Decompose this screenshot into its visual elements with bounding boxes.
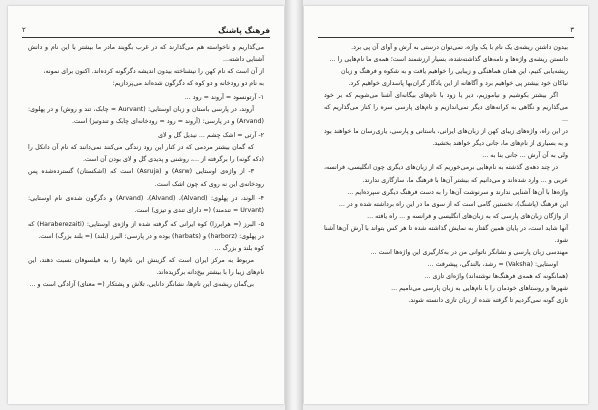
paragraph: این فرهنگ (پاشنگ)، نخستین گامی است که از سوی ما در این راه برداشته شده و در ... bbox=[338, 200, 568, 208]
paragraph: تازی گونه نمی‌گردیم تا گرفته شده از زبان تازی دانسته شوند. bbox=[408, 296, 568, 304]
paragraph: اوستایی: (Vaksha) = رشد، بالندگی، پیشرفت ... bbox=[427, 260, 558, 268]
right-page-body bbox=[324, 42, 568, 394]
paragraph: آنها شاید است، در پایان همین گفتار به نمایش گذاشته شده تا هر کس بتواند با آرش آن‌ها آشنا شود. bbox=[324, 224, 568, 244]
paragraph: دانستن ریشه‌ی واژه‌ها و نامه‌های گذاشته‌شده، بسیار ارزشمند است؛ همه‌ی ما نام‌هایی را ... bbox=[329, 56, 568, 64]
paragraph: می‌گذاریم و ناخواسته هم می‌گذارند که در غرب بگویند مادر ما بیشتر با این نام و دانش آشنایی داشته... bbox=[28, 44, 264, 64]
paragraph: ولی به آن آرش ... جانی بنا به ... bbox=[482, 152, 568, 160]
list-item: ۲- آرتی = اشک چشم ... نیدیل گل و لای bbox=[158, 132, 264, 140]
paragraph: در چند دهه‌ی گذشته به نام‌هایی برمی‌خوریم که از زبان‌های دیگری چون انگلیسی، فرانسه، عربی و ... وارد شده‌اند و می‌دانیم که بیشتر آن‌ها با فرهنگ ما، سازگاری ندارند. bbox=[324, 164, 568, 184]
paragraph: آروند، در پارسی باستان و زبان اوستایی: (Aurvant = چابک، تند و روش) و در پهلوی: (Arvand) و در پارسی: (آروند = رود = رودخانه‌ای چابک و تندوتیز) است. bbox=[28, 106, 264, 126]
paragraph: کوه بلند و بزرگ ... bbox=[214, 244, 264, 252]
left-page-header bbox=[22, 24, 270, 36]
left-page-body bbox=[28, 42, 264, 394]
paragraph: که گمان بیشتر مردمی که در کنار این رود زندگی می‌کنند نمی‌دانند که نام آن دانکل را (دکه گونه) را برگرفته از ...، روشنی و پدیدی گل و لای بودن آن است. bbox=[28, 144, 264, 164]
list-item: ۱- آرتونسود = آروند = رود ... bbox=[184, 94, 264, 102]
paragraph: واژه‌ها با آن‌ها آشنایی ندارند و سرنوشت آن‌ها را به دست فرهنگ دیگری سپرده‌ایم ... bbox=[347, 188, 568, 196]
paragraph: شهرها و روستاهای خودمان را با نام‌هایی به زبان پارسی می‌نامیم ... bbox=[391, 284, 568, 292]
left-page bbox=[8, 6, 284, 404]
book-gutter bbox=[285, 0, 303, 410]
paragraph: بی‌گمان ریشه‌ی این نام‌ها، نشانگر دانایی، تلاش و پشتکار (= معنای) آزادگی است و ... bbox=[29, 280, 254, 288]
header-rule bbox=[22, 37, 270, 38]
paragraph: مهندسی زبان پارسی و نشانگر ناتوانی من در به‌کارگیری این واژه‌ها است ... bbox=[370, 248, 568, 256]
running-title: فرهنگ پاشنگ bbox=[218, 25, 270, 35]
page-number: ۳ bbox=[570, 26, 574, 34]
paragraph: نیاکان خود بیشتر پی خواهیم برد و آگاهانه از این یادگار گران‌بها پاسداری خواهیم کرد. bbox=[348, 80, 568, 88]
paragraph: (همانگونه که همه‌ی فرهنگ‌ها نوشته‌اند) واژه‌ای تازی ... bbox=[424, 272, 568, 280]
list-item: ۵- البرز (= هرابرزا) کوه ایرانی که گرفته شده از واژه‌ی اوستایی: (Haraberezaiti) که در پهلوی: (harborz) و (harbats) بوده و در پارسی: البرز (بلند) (= بلند بزرگ) است. bbox=[28, 220, 264, 240]
paragraph: به نام دو رودخانه و دو کوه که دگرگون شده‌اند می‌پردازیم: bbox=[112, 80, 264, 88]
right-page bbox=[304, 6, 588, 404]
list-item: ۴- الوند، در پهلوی: (Alvand)، (Alvand)، (Arvand) و دگرگون شده‌ی نام اوستایی: (Urvant = تندمند) (= دارای تندی و تیزی) است. bbox=[28, 194, 265, 214]
page-number: ۲ bbox=[22, 26, 26, 34]
paragraph: بیدون داشتن ریشه‌ی یک نام با یک واژه، نمی‌توان درستی به آرش و آوای آن پی برد. bbox=[351, 44, 568, 51]
header-rule bbox=[318, 37, 574, 38]
paragraph: ۳- از واژه‌ی اوستایی (Asrw) و (Asruja) است که (اشکستان) گسترده‌شده پس رودخانه‌ی این نه روی که چون اشک است. bbox=[28, 168, 264, 188]
paragraph: اگر بیشتر بکوشیم و نیاموزیم، دیر یا زود با نام‌های بیگانه‌ای آشنا می‌شویم که بر خود می‌گذاریم و نگاهی به کرانه‌های دیگر نمی‌اندازیم و نام‌های پارسی سره را کنار می‌گذاریم که ... bbox=[324, 92, 568, 124]
paragraph: از واژگان زبان‌های پارسی که به زبان‌های انگلیسی و فرانسه و ... راه یافته ... bbox=[367, 212, 568, 220]
right-page-header bbox=[318, 24, 574, 36]
paragraph: از آن است که نام کهن را نیشناخته بیدون اندیشه دگرگونه کرده‌اند. اکنون برای نمونه، bbox=[43, 68, 264, 76]
paragraph: در این راه، واژه‌های زیبای کهن از زبان‌های ایرانی، باستانی و پارسی، یاری‌رسان ما خواهند بود و به بسیاری از نام‌های ما، جانی دیگر خواهند بخشید. bbox=[324, 128, 568, 148]
paragraph: مربوط به مرکز ایران است که گزینش این نام‌ها را به فیلسوفان نسبت دهند، این نام‌های زیبا را با بیشتر بیخ‌دانه برگزیده‌اند. bbox=[28, 256, 264, 276]
paragraph: ریشه‌یابی کنیم، این همان هماهنگی و زیبایی را خواهیم یافت و به شکوه و فرهنگ و زبان bbox=[341, 68, 568, 76]
